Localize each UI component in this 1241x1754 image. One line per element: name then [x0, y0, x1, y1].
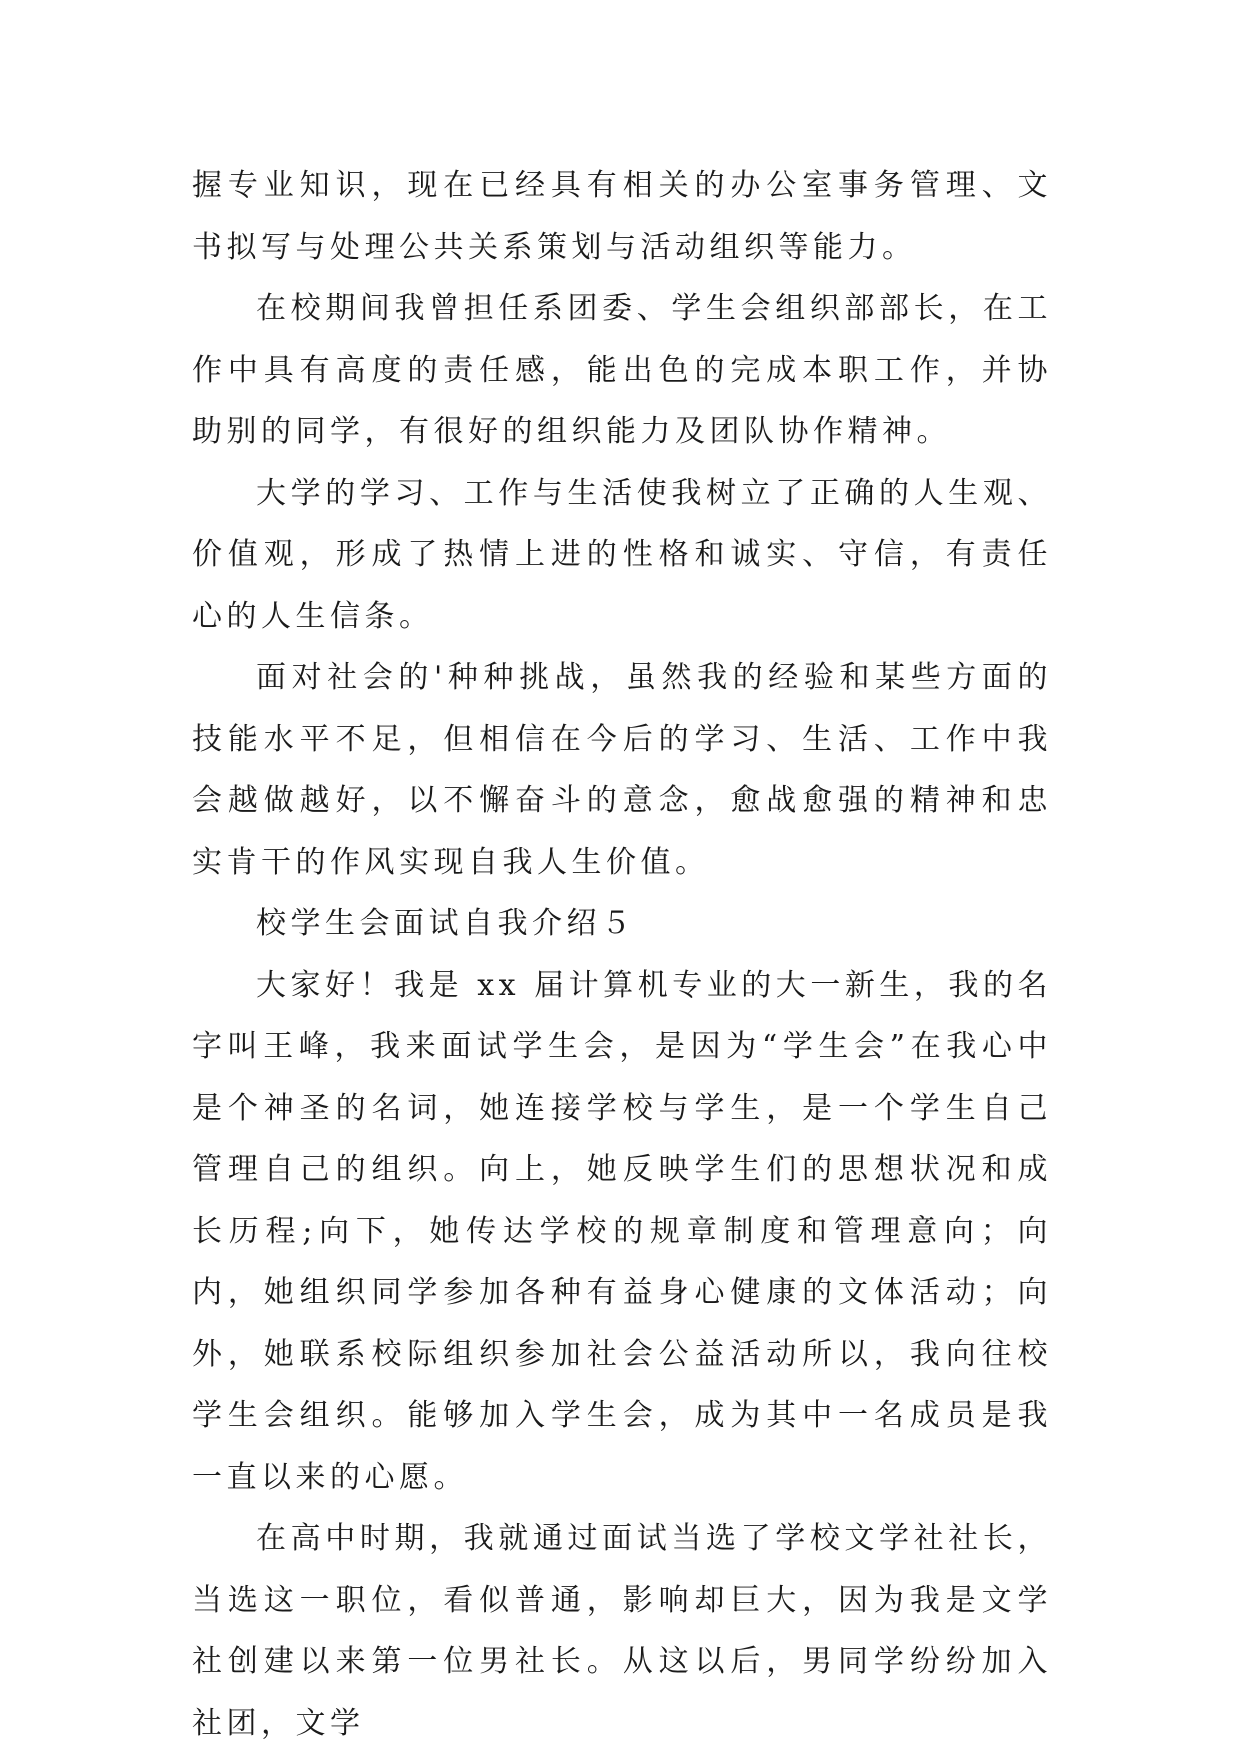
paragraph-values: 大学的学习、工作与生活使我树立了正确的人生观、价值观，形成了热情上进的性格和诚实、守信，有责任心的人生信条。 [192, 475, 1052, 634]
paragraph-continuation: 握专业知识，现在已经具有相关的办公室事务管理、文书拟写与处理公共关系策划与活动组织等能力。 [192, 168, 1052, 265]
document-body [192, 155, 1052, 1754]
paragraph-high-school: 在高中时期，我就通过面试当选了学校文学社社长，当选这一职位，看似普通，影响却巨大，因为我是文学社创建以来第一位男社长。从这以后，男同学纷纷加入社团，文学 [192, 1521, 1052, 1741]
section-heading: 校学生会面试自我介绍５ [256, 906, 636, 941]
paragraph-student-union-role: 在校期间我曾担任系团委、学生会组织部部长，在工作中具有高度的责任感，能出色的完成本职工作，并协助别的同学，有很好的组织能力及团队协作精神。 [192, 291, 1052, 449]
paragraph-introduction: 大家好！我是 xx 届计算机专业的大一新生，我的名字叫王峰，我来面试学生会，是因为“学生会”在我心中是个神圣的名词，她连接学校与学生，是一个学生自己管理自己的组织。向上，她反映学生们的思想状况和成长历程;向下，她传达学校的规章制度和管理意向；向内，她组织同学参加各种有益身心健康的文体活动；向外，她联系校际组织参加社会公益活动所以，我向往校学生会组织。能够加入学生会，成为其中一名成员是我一直以来的心愿。 [192, 967, 1052, 1495]
paragraph-challenges: 面对社会的'种种挑战，虽然我的经验和某些方面的技能水平不足，但相信在今后的学习、生活、工作中我会越做越好，以不懈奋斗的意念，愈战愈强的精神和忠实肯干的作风实现自我人生价值。 [192, 660, 1052, 880]
